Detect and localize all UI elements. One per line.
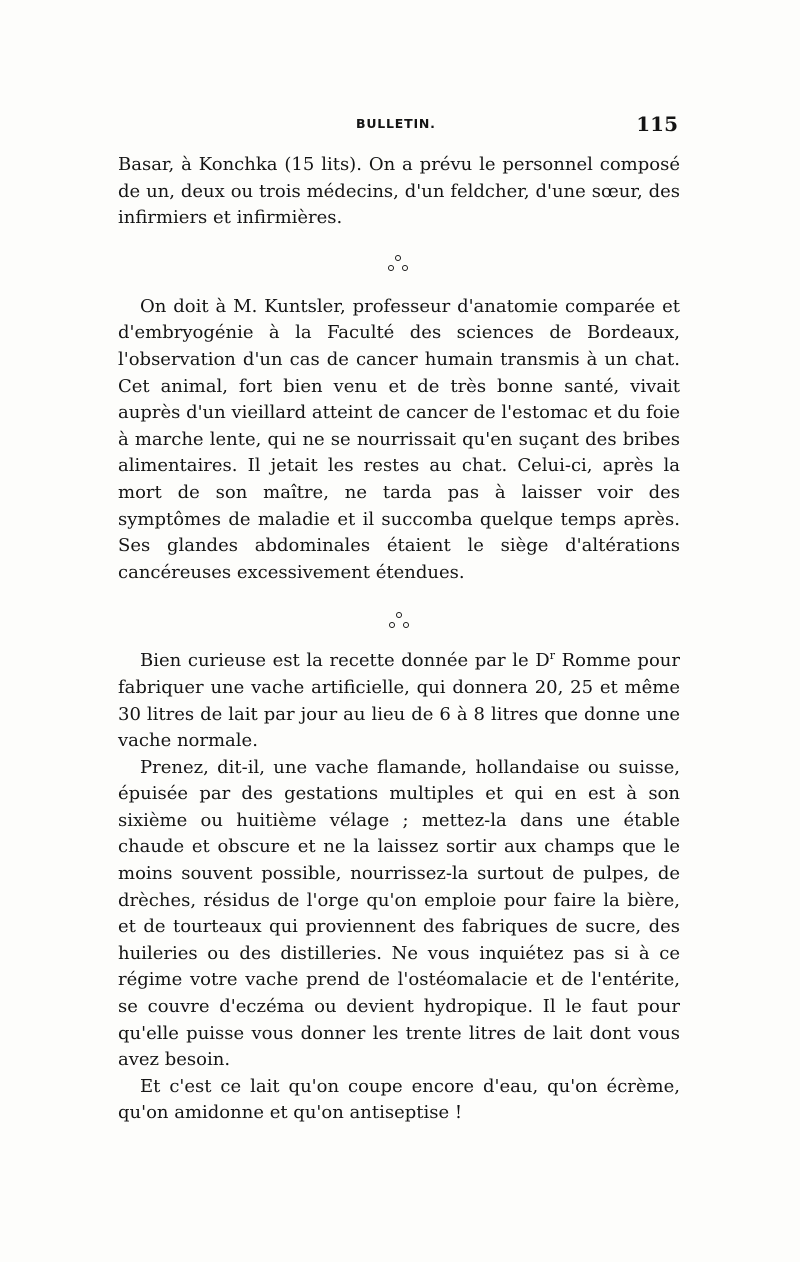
- separator-dot: [395, 255, 401, 261]
- separator-dot: [396, 612, 402, 618]
- paragraph-3-text-start: Bien curieuse est la recette donnée par le D: [140, 650, 550, 672]
- separator-dot: [388, 265, 394, 271]
- paragraph-1: Basar, à Konchka (15 lits). On a prévu le personnel composé de un, deux ou trois médecins, d'un feldcher, d'une sœur, des infirmiers et infirmières.: [118, 154, 680, 229]
- paragraph-3: [118, 648, 680, 754]
- doctor-abbreviation-superscript: r: [549, 649, 555, 663]
- running-head: BULLETIN.: [356, 116, 436, 131]
- page-number: 115: [636, 112, 678, 136]
- section-separator-asterism: [118, 236, 680, 292]
- paragraph-2: On doit à M. Kuntsler, professeur d'anatomie comparée et d'embryogénie à la Faculté des sciences de Bordeaux, l'observation d'un cas de cancer humain transmis à un chat. Cet animal, fort bien venu et de très bonne santé, vivait auprès d'un vieillard atteint de cancer de l'estomac et du foie à marche lente, qui ne se nourrissait qu'en suçant des bribes alimentaires. Il jetait les restes au chat. Celui-ci, après la mort de son maître, ne tarda pas à laisser voir des symptômes de maladie et il succomba quelque temps après. Ses glandes abdominales étaient le siège d'altérations cancéreuses excessivement étendues.: [118, 295, 680, 583]
- paragraph-5: Et c'est ce lait qu'on coupe encore d'eau, qu'on écrème, qu'on amidonne et qu'on antiseptise !: [118, 1075, 680, 1124]
- page-header: [118, 112, 680, 142]
- body-text: [118, 152, 680, 1127]
- paragraph-3-text-end: Romme pour fabriquer une vache artificielle, qui donnera 20, 25 et même 30 litres de lait par jour au lieu de 6 à 8 litres que donne une vache normale.: [118, 650, 680, 752]
- separator-dot: [402, 265, 408, 271]
- section-separator-asterism: [118, 590, 680, 646]
- separator-dot: [389, 622, 395, 628]
- paragraph-4: Prenez, dit-il, une vache flamande, hollandaise ou suisse, épuisée par des gestations multiples et qui en est à son sixième ou huitième vélage ; mettez-la dans une étable chaude et obscure et ne la laissez sortir aux champs que le moins souvent possible, nourrissez-la surtout de pulpes, de drèches, résidus de l'orge qu'on emploie pour faire la bière, et de tourteaux qui proviennent des fabriques de sucre, des huileries ou des distilleries. Ne vous inquiétez pas si à ce régime votre vache prend de l'ostéomalacie et de l'entérite, se couvre d'eczéma ou devient hydropique. Il le faut pour qu'elle puisse vous donner les trente litres de lait dont vous avez besoin.: [118, 756, 680, 1071]
- separator-dot: [403, 622, 409, 628]
